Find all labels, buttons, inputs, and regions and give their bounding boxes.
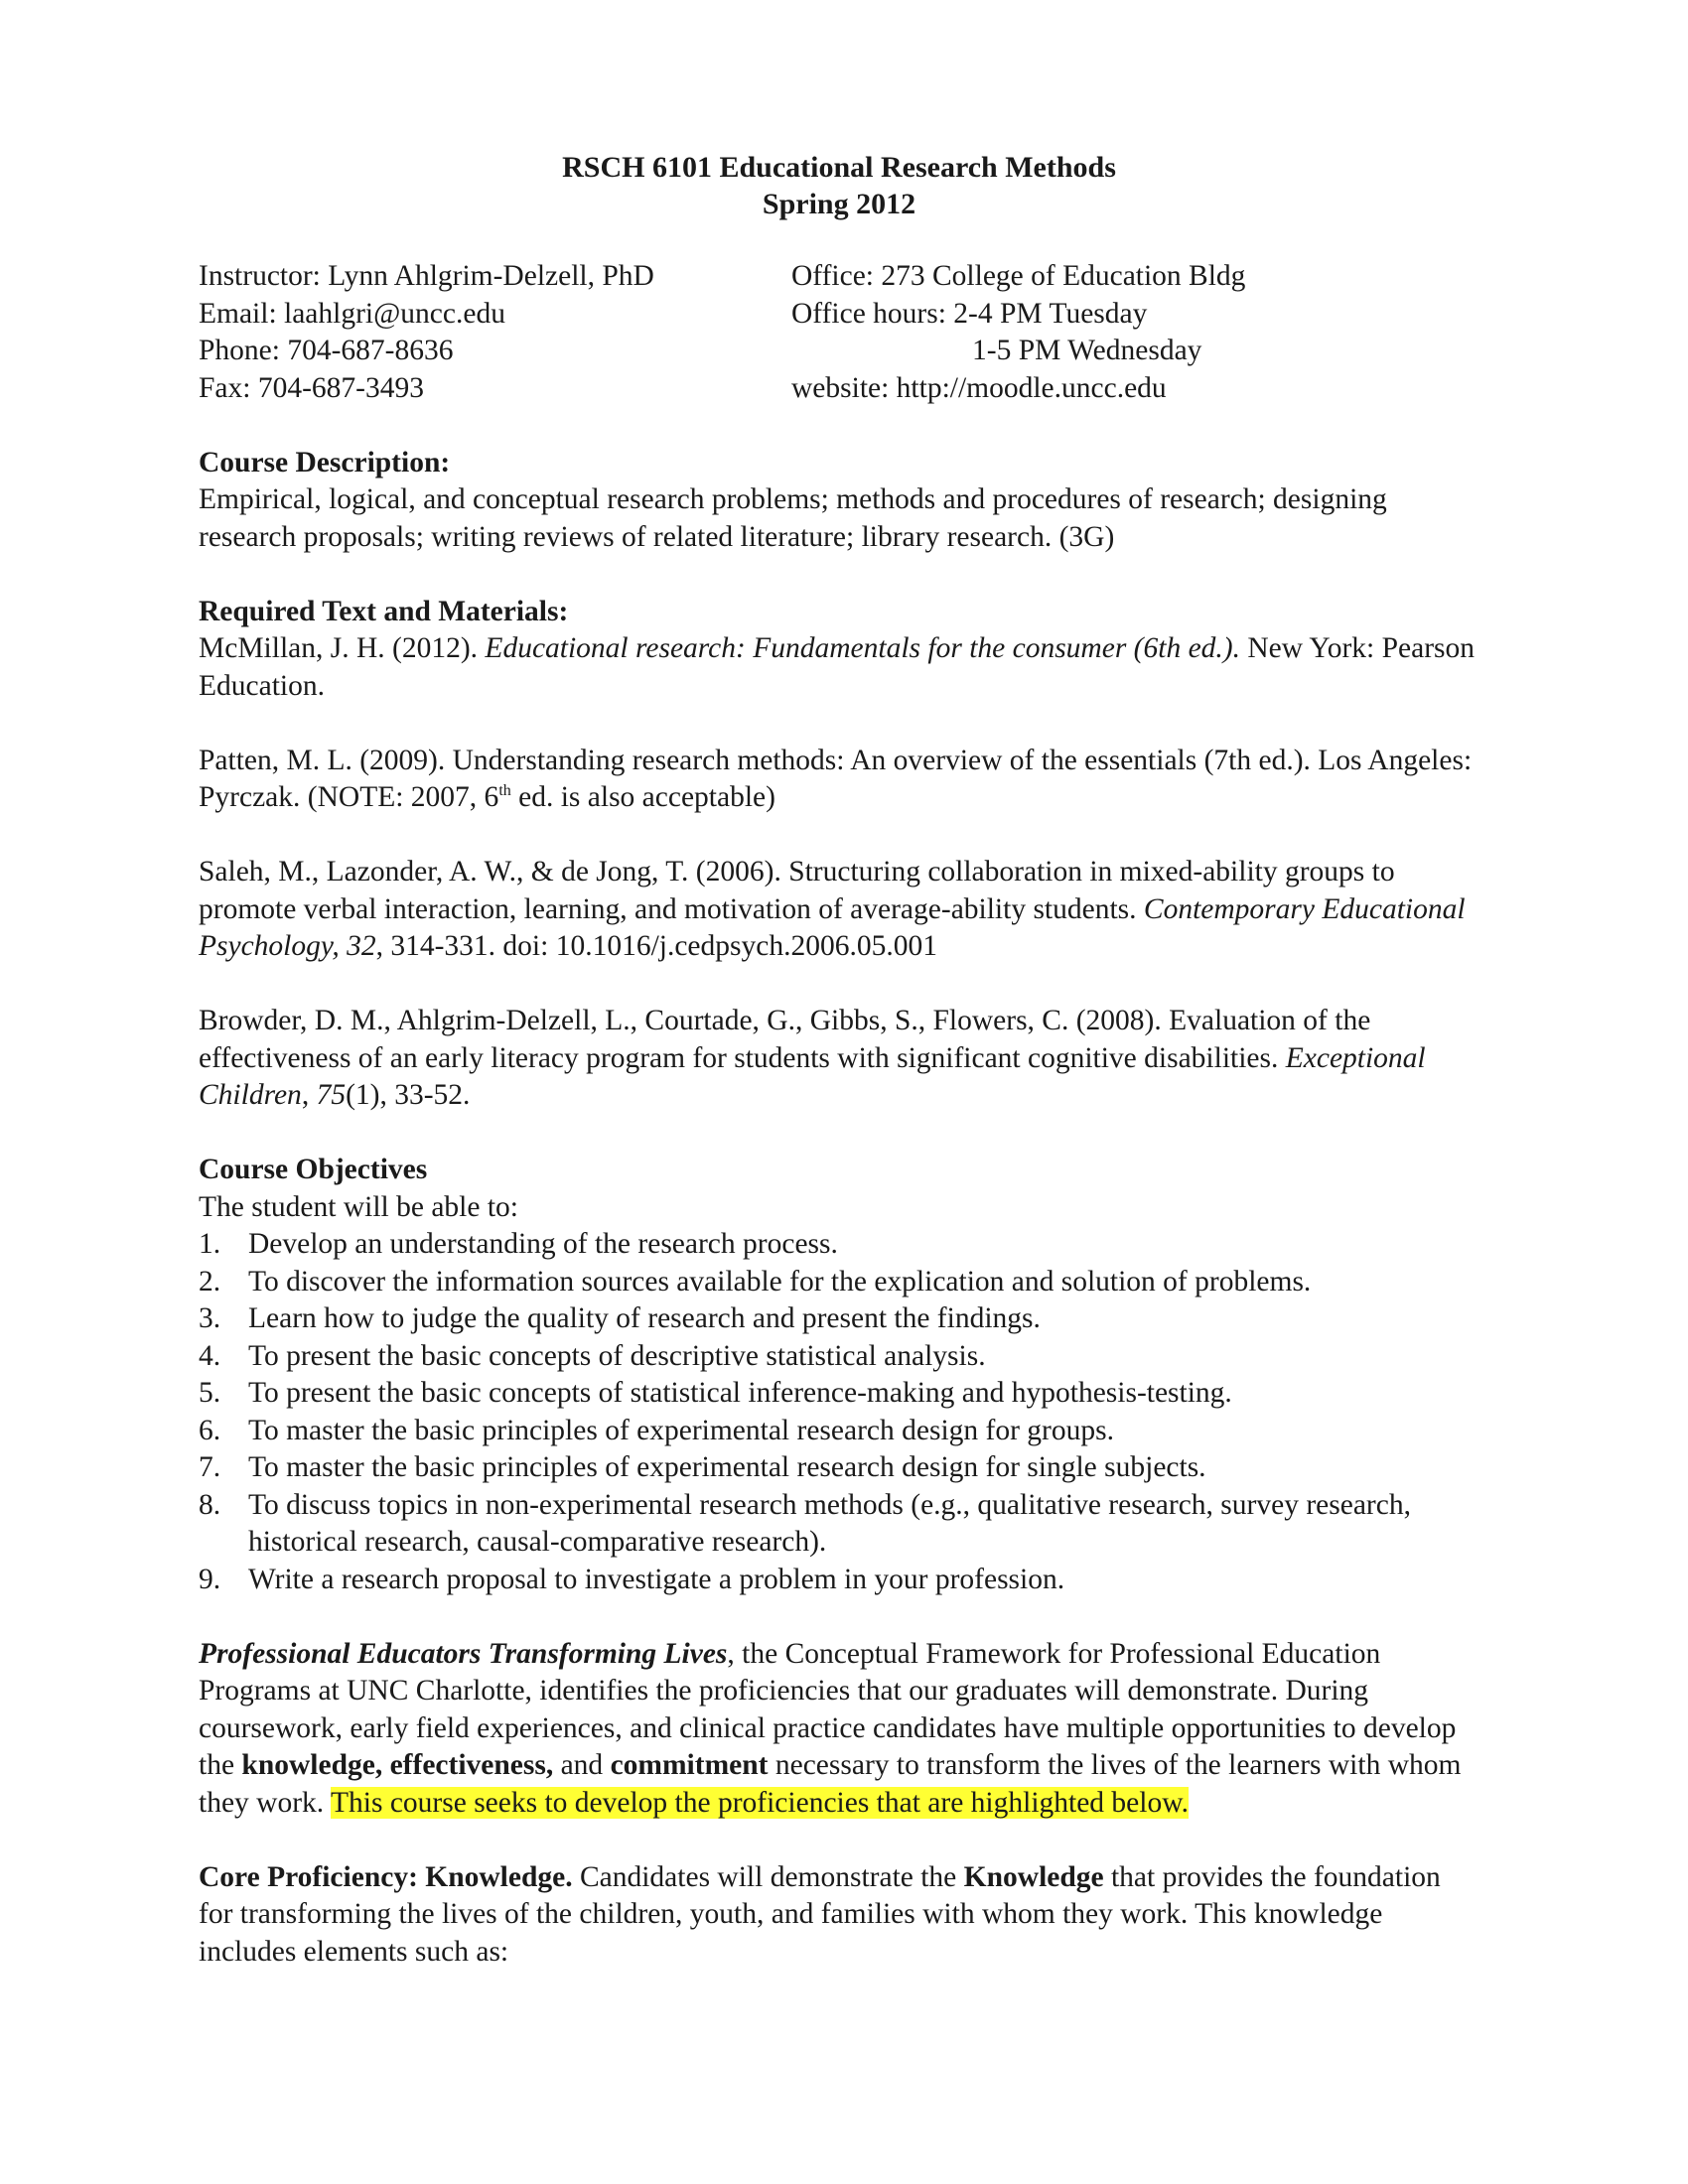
list-text: Write a research proposal to investigate a problem in your profession. xyxy=(248,1563,1065,1595)
materials-section xyxy=(199,594,1479,1115)
list-item xyxy=(199,1487,1479,1562)
core-proficiency-paragraph xyxy=(199,1859,1479,1972)
core-proficiency-label: Core Proficiency: Knowledge. xyxy=(199,1860,573,1893)
framework-text: and xyxy=(553,1749,611,1781)
contact-right-column xyxy=(791,258,1479,407)
contact-left-column xyxy=(199,258,791,407)
reference-text: Browder, D. M., Ahlgrim-Delzell, L., Courtade, G., Gibbs, S., Flowers, C. (2008). Evaluation of the effectiveness of an early literacy program for students with significant cognitive disabilities. xyxy=(199,1005,1371,1074)
reference-text: Patten, M. L. (2009). Understanding research methods: An overview of the essentials (7th ed.). Los Angeles: Pyrczak. (NOTE: 2007, 6 xyxy=(199,744,1473,813)
core-bold: Knowledge xyxy=(963,1860,1104,1893)
list-text: To present the basic concepts of statistical inference-making and hypothesis-testing. xyxy=(248,1377,1232,1409)
reference-text: New York: Pearson Education. xyxy=(199,632,1475,702)
list-text: To discover the information sources available for the explication and solution of problems. xyxy=(248,1265,1312,1297)
course-title: RSCH 6101 Educational Research Methods xyxy=(562,151,1116,184)
course-website: website: http://moodle.uncc.edu xyxy=(791,371,1167,404)
list-text: To master the basic principles of experimental research design for groups. xyxy=(248,1414,1114,1446)
edition-superscript: th xyxy=(498,782,511,800)
list-number: 4. xyxy=(199,1339,221,1372)
reference-text: , xyxy=(301,1079,317,1111)
objectives-heading: Course Objectives xyxy=(199,1154,428,1185)
highlighted-text: This course seeks to develop the proficiencies that are highlighted below. xyxy=(331,1786,1189,1819)
list-item xyxy=(199,1375,1479,1413)
framework-text: necessary to transform the lives of the learners with whom they work. xyxy=(199,1749,1462,1819)
list-number: 6. xyxy=(199,1414,221,1446)
list-item xyxy=(199,1338,1479,1376)
list-item xyxy=(199,1413,1479,1450)
instructor-fax: Fax: 704-687-3493 xyxy=(199,371,424,404)
list-number: 8. xyxy=(199,1488,221,1521)
course-description-heading: Course Description: xyxy=(199,446,451,478)
course-description-text: Empirical, logical, and conceptual research problems; methods and procedures of research; designing research proposals; writing reviews of related literature; library research. (3G) xyxy=(199,483,1387,553)
framework-paragraph xyxy=(199,1636,1479,1823)
list-number: 2. xyxy=(199,1265,221,1297)
reference-text: (1), 33-52. xyxy=(346,1079,471,1111)
list-item xyxy=(199,1300,1479,1338)
reference-journal: Exceptional Children xyxy=(199,1041,1426,1111)
framework-text: , the Conceptual Framework for Professional Education Programs at UNC Charlotte, identifies the proficiencies that our graduates will demonstrate. During coursework, early field experiences, and clinical practice candidates have multiple opportunities to develop the xyxy=(199,1637,1457,1781)
objectives-intro: The student will be able to: xyxy=(199,1190,518,1223)
core-text: Candidates will demonstrate the xyxy=(572,1860,964,1893)
reference-text: Saleh, M., Lazonder, A. W., & de Jong, T. (2006). Structuring collaboration in mixed-ability groups to promote verbal interaction, learning, and motivation of average-ability students. xyxy=(199,856,1395,925)
framework-title: Professional Educators Transforming Lives xyxy=(199,1637,728,1670)
list-text: To discuss topics in non-experimental research methods (e.g., qualitative research, survey research, historical research, causal-comparative research). xyxy=(248,1488,1411,1558)
office-hours-wednesday: 1-5 PM Wednesday xyxy=(972,335,1202,366)
reference-saleh xyxy=(199,854,1479,966)
reference-browder xyxy=(199,1003,1479,1115)
list-number: 1. xyxy=(199,1228,221,1260)
list-text: To present the basic concepts of descriptive statistical analysis. xyxy=(248,1339,986,1372)
core-text: that provides the foundation for transforming the lives of the children, youth, and families with whom they work. This knowledge includes elements such as: xyxy=(199,1860,1441,1968)
reference-text: McMillan, J. H. (2012). xyxy=(199,632,486,664)
office-location: Office: 273 College of Education Bldg xyxy=(791,260,1246,292)
syllabus-page xyxy=(199,149,1479,1971)
course-description-section xyxy=(199,445,1479,557)
contact-info xyxy=(199,258,1479,407)
reference-journal: Contemporary Educational Psychology, 32 xyxy=(199,892,1466,962)
reference-text: , 314-331. doi: 10.1016/j.cedpsych.2006.05.001 xyxy=(375,930,937,962)
document-title xyxy=(199,149,1479,222)
reference-volume: 75 xyxy=(316,1079,347,1111)
instructor-email: Email: laahlgri@uncc.edu xyxy=(199,297,505,330)
list-item xyxy=(199,1264,1479,1301)
list-item xyxy=(199,1449,1479,1487)
framework-bold: knowledge, effectiveness, xyxy=(241,1749,554,1781)
framework-bold: commitment xyxy=(610,1749,769,1781)
list-number: 3. xyxy=(199,1302,221,1334)
list-item xyxy=(199,1562,1479,1599)
reference-patten xyxy=(199,743,1479,817)
reference-mcmillan xyxy=(199,630,1479,705)
office-hours-tuesday: Office hours: 2-4 PM Tuesday xyxy=(791,297,1148,330)
list-item xyxy=(199,1226,1479,1264)
list-number: 9. xyxy=(199,1563,221,1595)
list-text: Develop an understanding of the research process. xyxy=(248,1228,838,1260)
reference-book-title: Educational research: Fundamentals for the consumer (6th ed.). xyxy=(485,632,1240,664)
list-text: To master the basic principles of experimental research design for single subjects. xyxy=(248,1451,1206,1483)
objectives-list xyxy=(199,1226,1479,1598)
list-number: 5. xyxy=(199,1377,221,1409)
instructor-phone: Phone: 704-687-8636 xyxy=(199,335,454,366)
instructor-name: Instructor: Lynn Ahlgrim-Delzell, PhD xyxy=(199,260,654,292)
course-term: Spring 2012 xyxy=(762,188,916,220)
list-number: 7. xyxy=(199,1451,221,1483)
materials-heading: Required Text and Materials: xyxy=(199,595,569,627)
objectives-section xyxy=(199,1152,1479,1598)
reference-text: ed. is also acceptable) xyxy=(510,781,775,813)
list-text: Learn how to judge the quality of research and present the findings. xyxy=(248,1302,1041,1334)
